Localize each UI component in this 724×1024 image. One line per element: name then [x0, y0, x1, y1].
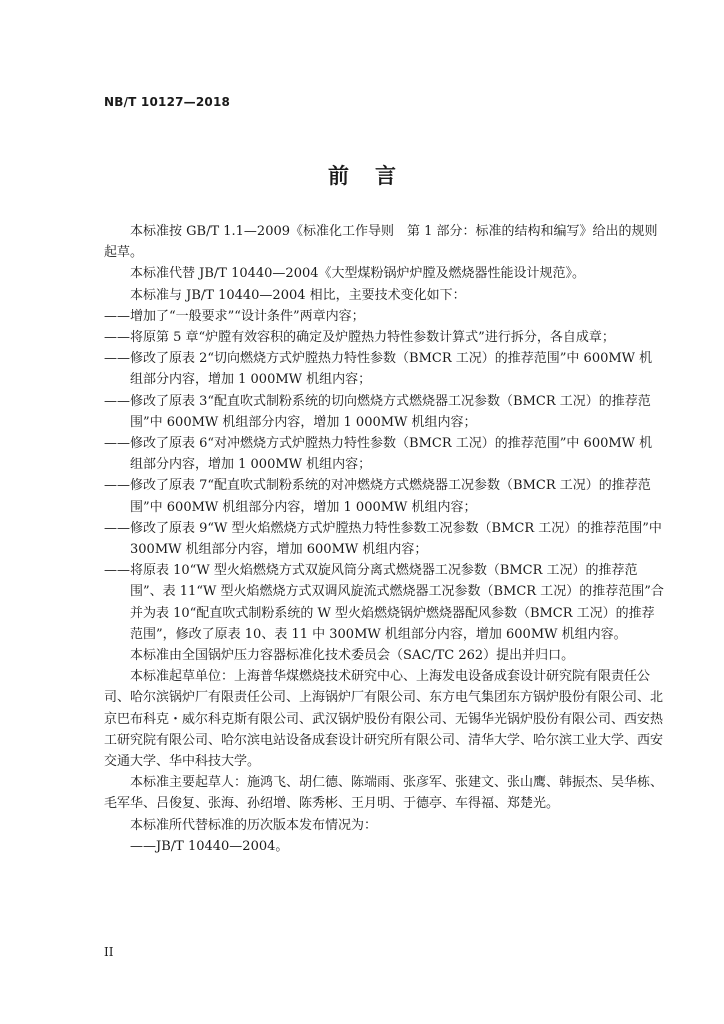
- paragraph-drafting-rules: 本标准按 GB/T 1.1—2009《标准化工作导则 第 1 部分：标准的结构和编写》给出的规则起草。: [104, 224, 658, 261]
- document-code: NB/T 10127—2018: [104, 95, 231, 109]
- paragraph-history-intro: 本标准所代替标准的历次版本发布情况为：: [130, 817, 378, 833]
- change-item: ——修改了原表 3“配直吹式制粉系统的切向燃烧方式燃烧器工况参数（BMCR 工况）的推荐范围”中 600MW 机组部分内容，增加 1 000MW 机组内容；: [104, 393, 651, 430]
- page-number: II: [104, 945, 114, 959]
- change-item: ——将原第 5 章“炉膛有效容积的确定及炉膛热力特性参数计算式”进行拆分，各自成章；: [104, 330, 615, 346]
- change-item: ——将原表 10“W 型火焰燃烧方式双旋风筒分离式燃烧器工况参数（BMCR 工况）的推荐范围”、表 11“W 型火焰燃烧方式双调风旋流式燃烧器工况参数（BMCR 工况）的推荐范围”合并为表 10“配直吹式制粉系统的 W 型火焰燃烧锅炉燃烧器配风参数（BMCR 工况）的推荐范围”，修改了原表 10、表 11 中 300MW 机组部分内容，增加 600MW 机组内容。: [104, 563, 664, 642]
- paragraph-replaces: 本标准代替 JB/T 10440—2004《大型煤粉锅炉炉膛及燃烧器性能设计规范》。: [130, 266, 586, 282]
- page-title: 前言: [328, 164, 422, 188]
- change-item: ——增加了“一般要求”“设计条件”两章内容；: [104, 308, 365, 324]
- paragraph-changes-intro: 本标准与 JB/T 10440—2004 相比，主要技术变化如下：: [130, 287, 466, 303]
- foreword-body: [104, 221, 664, 857]
- change-item: ——修改了原表 9“W 型火焰燃烧方式炉膛热力特性参数工况参数（BMCR 工况）的推荐范围”中 300MW 机组部分内容，增加 600MW 机组内容；: [104, 520, 662, 558]
- paragraph-proposal: 本标准由全国锅炉压力容器标准化技术委员会（SAC/TC 262）提出并归口。: [130, 648, 575, 664]
- change-item: ——修改了原表 7“配直吹式制粉系统的对冲燃烧方式燃烧器工况参数（BMCR 工况）的推荐范围”中 600MW 机组部分内容，增加 1 000MW 机组内容；: [104, 478, 651, 515]
- history-item: ——JB/T 10440—2004。: [130, 838, 289, 854]
- change-item: ——修改了原表 6“对冲燃烧方式炉膛热力特性参数（BMCR 工况）的推荐范围”中 600MW 机组部分内容，增加 1 000MW 机组内容；: [104, 436, 653, 473]
- paragraph-drafters: 本标准主要起草人：施鸿飞、胡仁德、陈端雨、张彦军、张建文、张山鹰、韩振杰、吴华栋、毛军华、吕俊复、张海、孙绍增、陈秀彬、王月明、于德亭、车得福、郑楚光。: [104, 775, 664, 812]
- paragraph-drafting-units: 本标准起草单位：上海普华煤燃烧技术研究中心、上海发电设备成套设计研究院有限责任公司、哈尔滨锅炉厂有限责任公司、上海锅炉厂有限公司、东方电气集团东方锅炉股份有限公司、北京巴布科克・威尔科克斯有限公司、武汉锅炉股份有限公司、无锡华光锅炉股份有限公司、西安热工研究院有限公司、哈尔滨电站设备成套设计研究所有限公司、清华大学、哈尔滨工业大学、西安交通大学、华中科技大学。: [104, 669, 664, 770]
- change-item: ——修改了原表 2“切向燃烧方式炉膛热力特性参数（BMCR 工况）的推荐范围”中 600MW 机组部分内容，增加 1 000MW 机组内容；: [104, 351, 653, 388]
